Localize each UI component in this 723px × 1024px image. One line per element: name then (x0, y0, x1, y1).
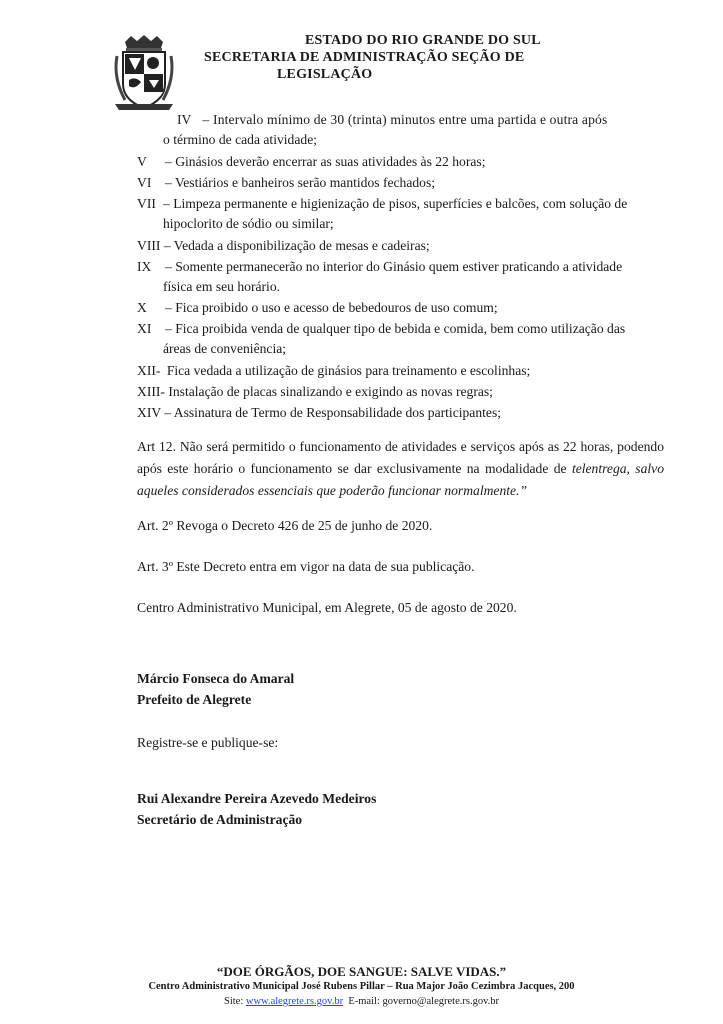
header-section: LEGISLAÇÃO (277, 67, 373, 82)
header-state: ESTADO DO RIO GRANDE DO SUL (305, 33, 541, 48)
item-continuation: hipoclorito de sódio ou similar; (163, 216, 334, 231)
item-text: – Fica proibido o uso e acesso de bebedouros de uso comum; (165, 300, 498, 315)
list-item (137, 403, 664, 423)
footer-address: Centro Administrativo Municipal José Rubens Pillar – Rua Major João Cezimbra Jacques, 200 (148, 981, 575, 992)
item-continuation: física em seu horário. (163, 279, 281, 294)
list-item (137, 194, 664, 214)
list-item (137, 173, 664, 193)
list-item (137, 319, 664, 339)
item-number: X (137, 300, 147, 315)
signatory-name: Rui Alexandre Pereira Azevedo Medeiros (137, 791, 377, 806)
item-number: XI (137, 321, 152, 336)
register-publish: Registre-se e publique-se: (137, 735, 279, 750)
item-text: – Somente permanecerão no interior do Ginásio quem estiver praticando a atividade (165, 259, 623, 274)
list-item (137, 257, 664, 277)
place-date: Centro Administrativo Municipal, em Alegrete, 05 de agosto de 2020. (137, 600, 517, 615)
article-12-text: Art 12. Não será permitido o funcionamento de atividades e serviços após as 22 horas, podendo após este horário o funcionamento se dar exclusivamente na modalidade de (137, 439, 664, 476)
signatory-name: Márcio Fonseca do Amaral (137, 671, 295, 686)
item-continuation: áreas de conveniência; (163, 341, 287, 356)
article-3: Art. 3º Este Decreto entra em vigor na data de sua publicação. (137, 559, 475, 574)
item-text: Fica vedada a utilização de ginásios para treinamento e escolinhas; (166, 363, 531, 378)
item-text: – Fica proibida venda de qualquer tipo de bebida e comida, bem como utilização das (165, 321, 626, 336)
item-text: – Intervalo mínimo de 30 (trinta) minutos entre uma partida e outra após (202, 112, 608, 127)
item-text: – Vestiários e banheiros serão mantidos fechados; (165, 175, 436, 190)
item-text: – Ginásios deverão encerrar as suas atividades às 22 horas; (165, 154, 486, 169)
list-item (137, 236, 664, 256)
item-number: XII- (137, 363, 161, 378)
article-12 (137, 436, 664, 502)
item-number: VII (137, 196, 156, 211)
footer-slogan: “DOE ÓRGÃOS, DOE SANGUE: SALVE VIDAS.” (216, 964, 507, 979)
municipal-coat-of-arms-icon (111, 34, 177, 112)
list-item (137, 382, 664, 402)
item-number: V (137, 154, 147, 169)
item-number: VIII (137, 238, 161, 253)
item-number: IV (177, 112, 192, 127)
item-number: IX (137, 259, 152, 274)
item-text: – Assinatura de Termo de Responsabilidade dos participantes; (164, 405, 502, 420)
email-label: E-mail: (348, 996, 380, 1007)
site-link[interactable]: www.alegrete.rs.gov.br (245, 996, 344, 1007)
signatory-title: Secretário de Administração (137, 812, 303, 827)
signature-block-mayor (137, 668, 294, 710)
item-number: XIV (137, 405, 161, 420)
item-number: XIII- (137, 384, 165, 399)
header-secretariat: SECRETARIA DE ADMINISTRAÇÃO SEÇÃO DE (204, 50, 525, 65)
list-item (137, 152, 664, 172)
list-item (137, 361, 664, 381)
list-item (137, 298, 664, 318)
list-item (137, 110, 664, 130)
item-text: Instalação de placas sinalizando e exigindo as novas regras; (168, 384, 493, 399)
footer-contact (0, 996, 723, 1007)
email-address: governo@alegrete.rs.gov.br (382, 996, 500, 1007)
item-continuation: o término de cada atividade; (163, 132, 317, 147)
item-text: – Vedada a disponibilização de mesas e cadeiras; (163, 238, 430, 253)
item-number: VI (137, 175, 152, 190)
signature-block-secretary (137, 788, 376, 830)
site-label: Site: (223, 996, 244, 1007)
article-2: Art. 2º Revoga o Decreto 426 de 25 de junho de 2020. (137, 518, 433, 533)
signatory-title: Prefeito de Alegrete (137, 692, 252, 707)
item-text: – Limpeza permanente e higienização de pisos, superfícies e balcões, com solução de (163, 196, 628, 211)
article-12-italic: telentrega, salvo aqueles considerados essenciais que poderão funcionar normalmente.” (137, 461, 664, 498)
